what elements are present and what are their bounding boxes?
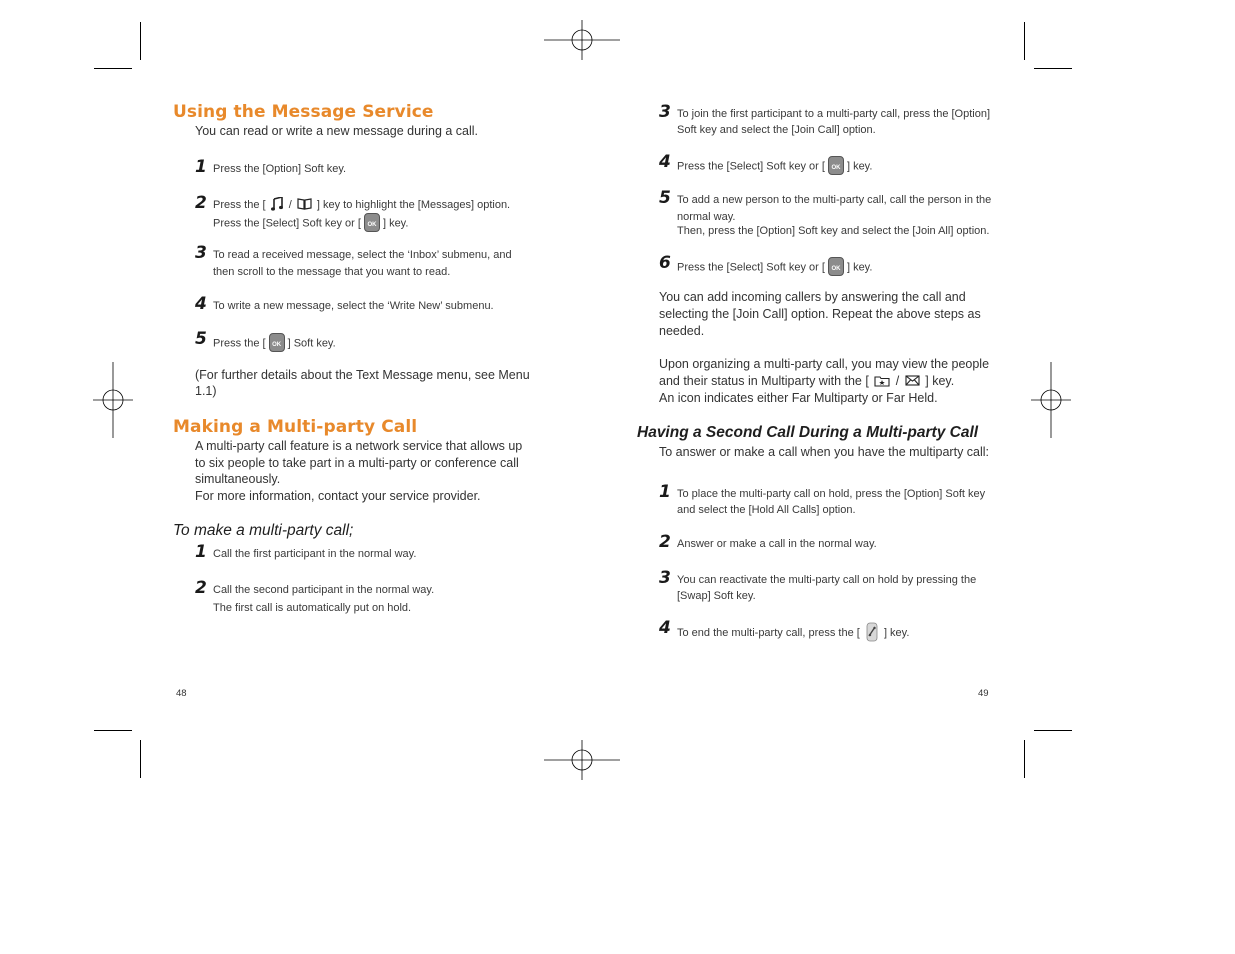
step-text	[677, 258, 872, 277]
step-text	[213, 198, 510, 212]
envelope-icon	[905, 375, 920, 386]
ok-key-icon: OK	[269, 333, 285, 352]
registration-mark-left	[75, 362, 151, 438]
step-text: To place the multi-party call on hold, press the [Option] Soft key	[677, 488, 986, 500]
slash-separator: /	[895, 374, 900, 388]
step-number: 5	[195, 329, 207, 349]
step-number: 3	[195, 243, 207, 263]
ok-key-icon: OK	[364, 213, 380, 232]
step-text	[213, 214, 408, 233]
folder-star-icon	[874, 375, 890, 387]
step-number: 2	[195, 578, 207, 598]
section-title-multi-party-call: Making a Multi-party Call	[173, 417, 418, 437]
step-text: Call the first participant in the normal way.	[213, 548, 417, 560]
paragraph-line: An icon indicates either Far Multiparty or Far Held.	[659, 391, 938, 405]
step-text: and select the [Hold All Calls] option.	[677, 504, 856, 516]
step-text-part: To end the multi-party call, press the [	[677, 626, 860, 639]
ok-key-icon: OK	[828, 156, 844, 175]
step-number: 1	[195, 157, 207, 177]
step-text-part: Press the [Select] Soft key or [	[677, 160, 825, 173]
section-title-message-service: Using the Message Service	[173, 102, 434, 122]
paragraph-line: selecting the [Join Call] option. Repeat the above steps as	[659, 307, 981, 321]
intro-line: A multi-party call feature is a network service that allows up	[195, 439, 523, 453]
section-intro: To answer or make a call when you have the multiparty call:	[659, 445, 990, 459]
paragraph-line: You can add incoming callers by answering the call and	[659, 290, 966, 304]
phonebook-icon	[297, 198, 312, 210]
step-text-part: ] key.	[846, 160, 873, 173]
step-number: 6	[659, 253, 671, 273]
step-text-part: ] key.	[883, 626, 910, 639]
paragraph-line: needed.	[659, 324, 705, 338]
step-text-part: ] key to highlight the [Messages] option.	[316, 199, 511, 211]
step-text: The first call is automatically put on hold.	[213, 602, 412, 614]
step-text: To add a new person to the multi-party call, call the person in the	[677, 194, 992, 206]
ok-key-icon: OK	[828, 257, 844, 276]
end-key-icon	[865, 622, 879, 642]
step-number: 3	[659, 568, 671, 588]
step-text: To read a received message, select the ‘Inbox’ submenu, and	[213, 249, 512, 261]
registration-mark-right	[1013, 362, 1089, 438]
step-number: 4	[659, 618, 671, 638]
subheading-make-multi-party: To make a multi-party call;	[173, 522, 354, 539]
note-line: (For further details about the Text Message menu, see Menu	[195, 368, 530, 382]
step-text: To write a new message, select the ‘Write New’ submenu.	[213, 300, 494, 312]
paragraph-line: Upon organizing a multi-party call, you may view the people	[659, 357, 990, 371]
step-text-part: ] key.	[846, 261, 873, 274]
section-intro: You can read or write a new message during a call.	[195, 124, 479, 138]
step-text: normal way.	[677, 211, 736, 223]
step-text	[677, 157, 872, 176]
step-text-part: ] key.	[382, 217, 409, 230]
note-line: 1.1)	[195, 384, 217, 398]
section-title-second-call: Having a Second Call During a Multi-party Call	[637, 424, 979, 441]
step-text: Soft key and select the [Join Call] option.	[677, 124, 876, 136]
step-text: Answer or make a call in the normal way.	[677, 538, 877, 550]
step-text-part: Press the [Select] Soft key or [	[677, 261, 825, 274]
step-number: 4	[659, 152, 671, 172]
registration-mark-top	[544, 2, 620, 78]
step-text: Call the second participant in the normal way.	[213, 584, 435, 596]
paragraph-text-part: ] key.	[925, 374, 955, 388]
intro-line: to six people to take part in a multi-party or conference call	[195, 456, 519, 470]
step-text-part: ] Soft key.	[287, 337, 336, 350]
step-text: [Swap] Soft key.	[677, 590, 756, 602]
step-text: then scroll to the message that you want to read.	[213, 266, 451, 278]
step-text: To join the first participant to a multi-party call, press the [Option]	[677, 108, 991, 120]
page-number-left: 48	[176, 688, 187, 699]
slash-separator: /	[288, 199, 292, 211]
intro-line: For more information, contact your service provider.	[195, 489, 481, 503]
step-text: Then, press the [Option] Soft key and select the [Join All] option.	[677, 225, 990, 237]
step-number: 5	[659, 188, 671, 208]
step-number: 1	[659, 482, 671, 502]
step-text-part: Press the [Select] Soft key or [	[213, 217, 361, 230]
step-text: Press the [Option] Soft key.	[213, 163, 347, 175]
step-text-part: Press the [	[213, 199, 266, 211]
step-number: 4	[195, 294, 207, 314]
paragraph-line	[659, 373, 954, 390]
registration-mark-bottom	[544, 722, 620, 798]
step-number: 2	[195, 193, 207, 213]
step-number: 2	[659, 532, 671, 552]
step-text	[677, 623, 909, 643]
step-text-part: Press the [	[213, 337, 266, 350]
step-text	[213, 334, 336, 353]
step-text: You can reactivate the multi-party call on hold by pressing the	[677, 574, 977, 586]
step-number: 3	[659, 102, 671, 122]
paragraph-text-part: and their status in Multiparty with the [	[659, 374, 869, 388]
intro-line: simultaneously.	[195, 472, 281, 486]
music-note-icon	[271, 197, 284, 211]
step-number: 1	[195, 542, 207, 562]
page-number-right: 49	[978, 688, 989, 699]
